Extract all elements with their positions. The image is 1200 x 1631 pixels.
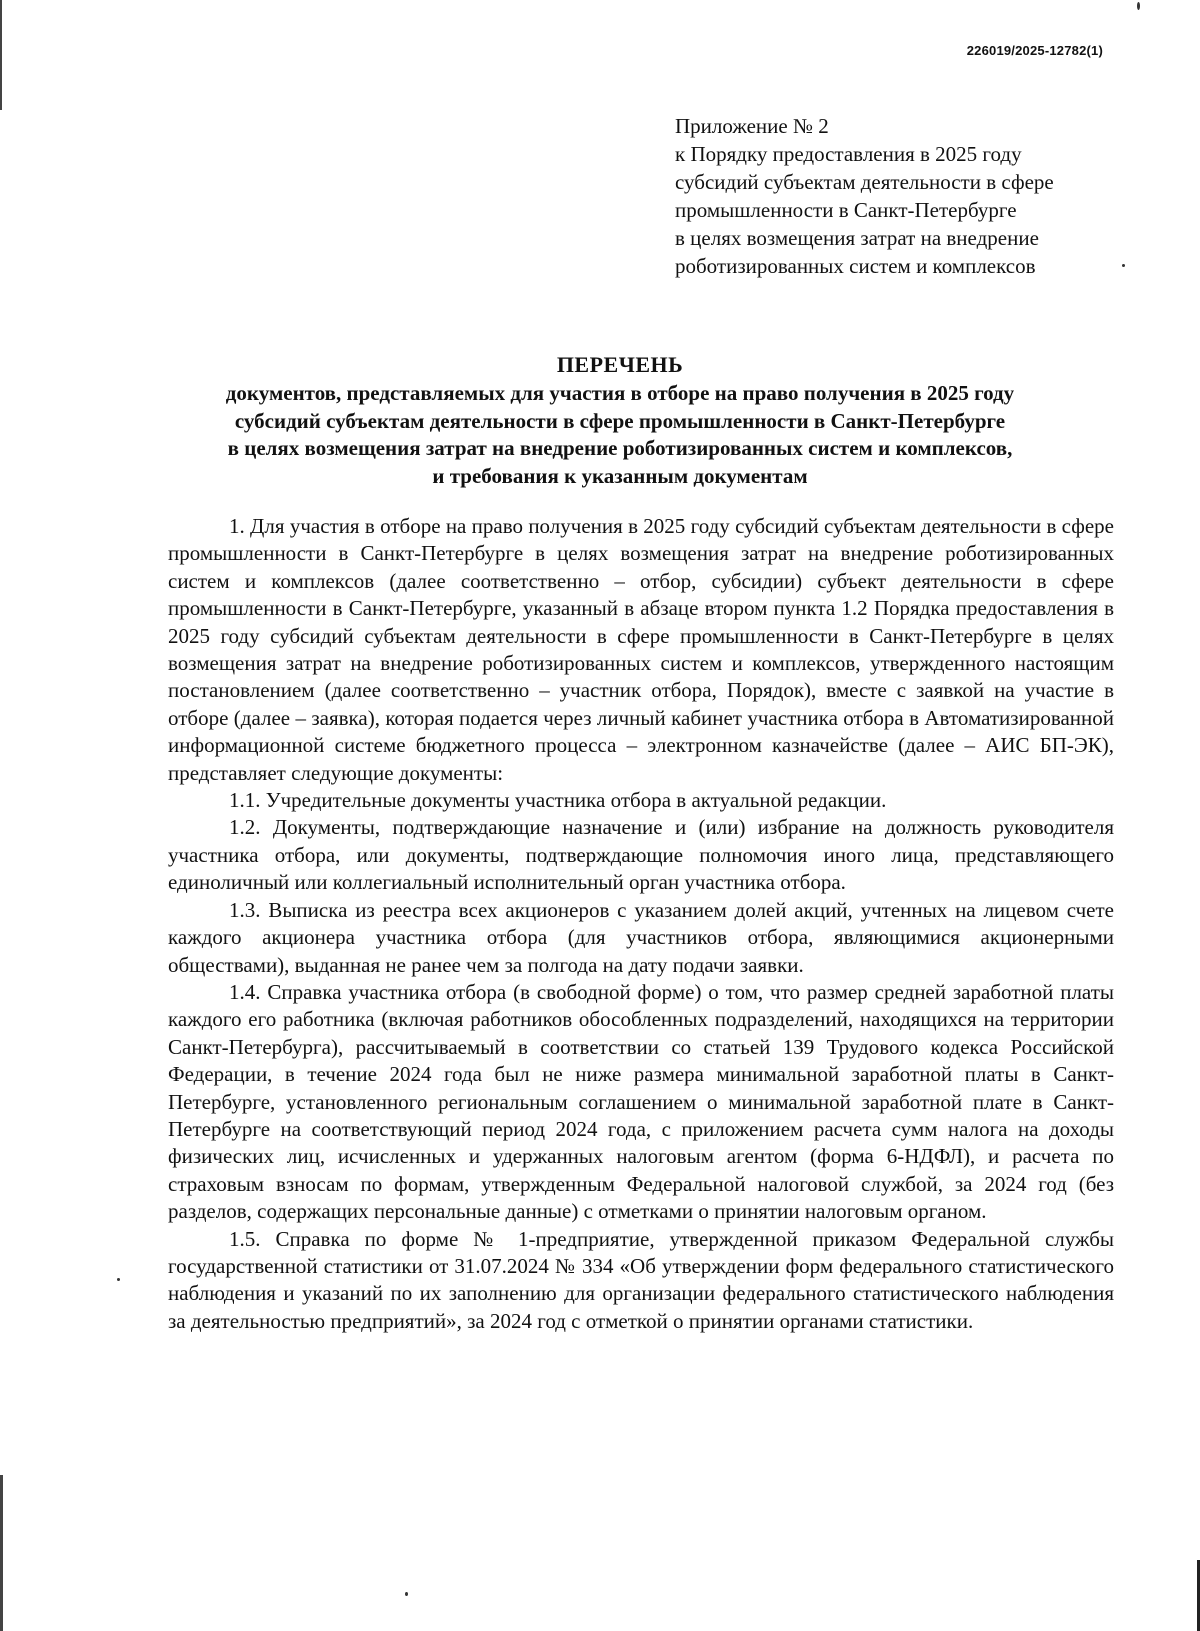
paragraph-1-2: 1.2. Документы, подтверждающие назначение и (или) избрание на должность руководителя участника отбора, или документы, подтверждающие полномочия иного лица, представляющего единоличный или коллегиальный исполнительный орган участника отбора.: [168, 815, 1114, 895]
appendix-block: [675, 112, 1135, 280]
paragraph-1-3: 1.3. Выписка из реестра всех акционеров с указанием долей акций, учтенных на лицевом счете каждого акционера участника отбора (для участников отбора, являющимися акционерными обществами), выданная не ранее чем за полгода на дату подачи заявки.: [168, 897, 1114, 977]
paragraph-1-4: 1.4. Справка участника отбора (в свободной форме) о том, что размер средней заработной платы каждого его работника (включая работников обособленных подразделений, находящихся на территории Санкт-Петербурга), рассчитываемый в соответствии со статьей 139 Трудового кодекса Российской Федерации, в течение 2024 года был не ниже размера минимальной заработной платы в Санкт-Петербурге, установленного региональным соглашением о минимальной заработной плате в Санкт-Петербурге на соответствующий период 2024 года, с приложением расчета сумм налога на доходы физических лиц, исчисленных и удержанных налоговым агентом (форма 6-НДФЛ), и расчета по страховым взносам по формам, утвержденным Федеральной налоговой службой, за 2024 год (без разделов, содержащих персональные данные) с отметками о принятии налоговым органом.: [168, 979, 1114, 1224]
paragraph-1-1: 1.1. Учредительные документы участника отбора в актуальной редакции.: [229, 788, 887, 813]
scan-speck: [405, 1592, 408, 1596]
appendix-line: Приложение № 2: [675, 114, 829, 138]
document-body: [168, 513, 1114, 1335]
title-sub-line: и требования к указанным документам: [432, 463, 808, 488]
appendix-line: к Порядку предоставления в 2025 году: [675, 142, 1022, 166]
registration-number: 226019/2025-12782(1): [966, 43, 1103, 58]
scan-speck: [1137, 2, 1140, 10]
appendix-line: субсидий субъектам деятельности в сфере: [675, 170, 1054, 194]
title-subheading: [150, 380, 1090, 490]
paragraph-1: 1. Для участия в отборе на право получения в 2025 году субсидий субъектам деятельности в сфере промышленности в Санкт-Петербурге в целях возмещения затрат на внедрение роботизированных систем и комплексов (далее соответственно – отбор, субсидии) субъект деятельности в сфере промышленности в Санкт-Петербурге, указанный в абзаце втором пункта 1.2 Порядка предоставления в 2025 году субсидий субъектам деятельности в сфере промышленности в Санкт-Петербурге в целях возмещения затрат на внедрение роботизированных систем и комплексов, утвержденного настоящим постановлением (далее соответственно – участник отбора, Порядок), вместе с заявкой на участие в отборе (далее – заявка), которая подается через личный кабинет участника отбора в Автоматизированной информационной системе бюджетного процесса – электронном казначействе (далее – АИС БП-ЭК), представляет следующие документы:: [168, 514, 1114, 785]
title-heading: ПЕРЕЧЕНЬ: [556, 352, 684, 377]
document-title: [150, 350, 1090, 490]
appendix-line: в целях возмещения затрат на внедрение: [675, 226, 1039, 250]
title-sub-line: субсидий субъектам деятельности в сфере промышленности в Санкт-Петербурге: [234, 408, 1006, 433]
scan-edge-line: [0, 1475, 3, 1631]
title-sub-line: документов, представляемых для участия в отборе на право получения в 2025 году: [225, 381, 1015, 405]
appendix-line: промышленности в Санкт-Петербурге: [675, 198, 1017, 222]
scan-speck: [117, 1278, 120, 1281]
scan-edge-line: [0, 0, 2, 110]
title-sub-line: в целях возмещения затрат на внедрение роботизированных систем и комплексов,: [227, 436, 1013, 460]
appendix-line: роботизированных систем и комплексов: [675, 254, 1036, 278]
paragraph-1-5: 1.5. Справка по форме № 1-предприятие, утвержденной приказом Федеральной службы государственной статистики от 31.07.2024 № 334 «Об утверждении форм федерального статистического наблюдения и указаний по их заполнению для организации федерального статистического наблюдения за деятельностью предприятий», за 2024 год с отметкой о принятии органами статистики.: [168, 1226, 1114, 1333]
